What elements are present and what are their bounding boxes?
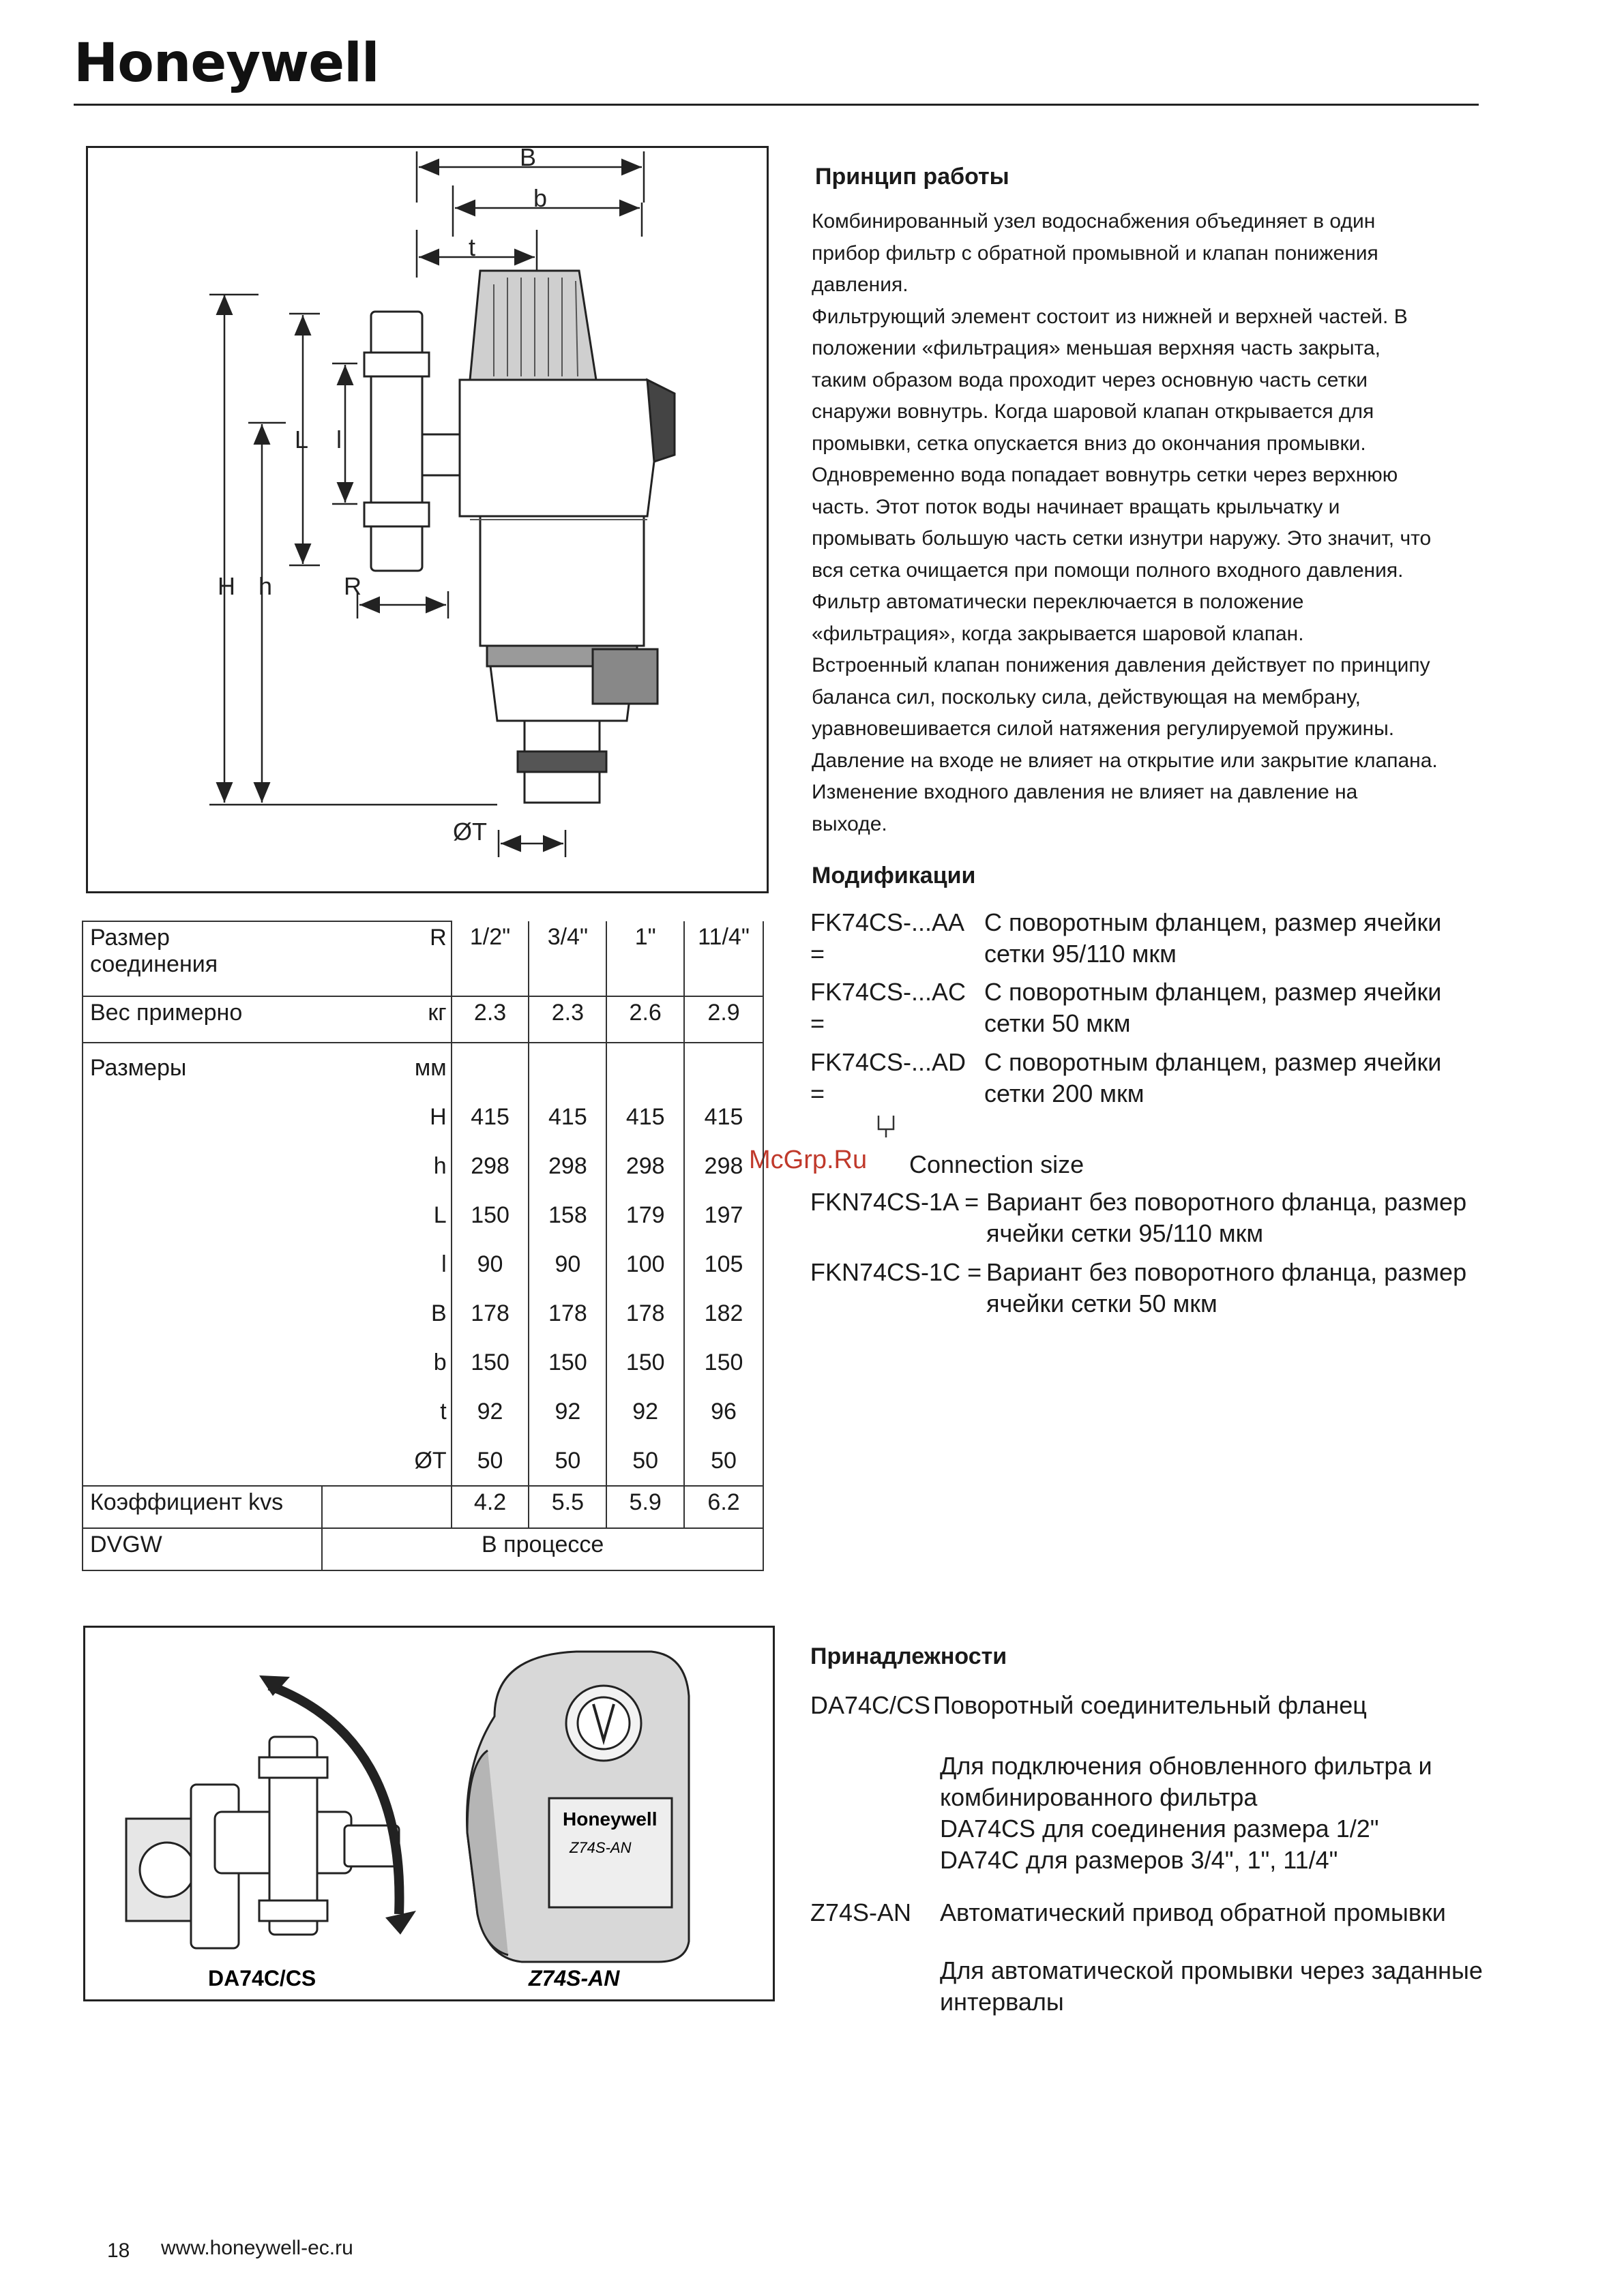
variant-item-1a (810, 1187, 1492, 1255)
mod-eq: = (810, 1079, 825, 1107)
table-row (83, 1289, 763, 1338)
principle-line: «фильтрация», когда закрывается шаровой клапан. (812, 622, 1304, 645)
accessory-line: комбинированного фильтра (940, 1783, 1258, 1811)
dim-symbol: L (322, 1191, 451, 1240)
variant-desc: ячейки сетки 50 мкм (986, 1289, 1217, 1317)
mod-desc: сетки 95/110 мкм (984, 940, 1177, 968)
size-cell: 1" (606, 921, 684, 996)
dim-cell: 415 (606, 1092, 684, 1142)
dim-cell: 150 (452, 1338, 529, 1387)
dim-label-H: H (218, 572, 235, 600)
row-label: Коэффициент kvs (83, 1486, 322, 1528)
connection-bracket (873, 1112, 900, 1139)
accessory-description (940, 1955, 1486, 2018)
table-row (83, 1338, 763, 1387)
kvs-cell: 4.2 (452, 1486, 529, 1528)
principle-line: снаружи вовнутрь. Когда шаровой клапан открывается для (812, 400, 1374, 423)
principle-line: выходе. (812, 812, 887, 835)
dim-symbol: H (322, 1092, 451, 1142)
accessory-description (940, 1750, 1486, 1876)
dim-cell: 298 (684, 1142, 763, 1191)
kvs-cell: 5.9 (606, 1486, 684, 1528)
principle-line: промывки, сетка опускается вниз до окончания промывки. (812, 432, 1366, 455)
dim-cell: 179 (606, 1191, 684, 1240)
table-row (83, 1387, 763, 1436)
dim-cell: 178 (452, 1289, 529, 1338)
weight-cell: 2.3 (529, 996, 606, 1043)
variant-code: FKN74CS-1C = (810, 1258, 982, 1286)
variant-item-1c (810, 1257, 1492, 1325)
header-rule (74, 104, 1479, 106)
da74c-label: DA74C/CS (208, 1966, 316, 1991)
dim-symbol: t (322, 1387, 451, 1436)
principle-line: Одновременно вода попадает вовнутрь сетки через верхнюю (812, 464, 1398, 486)
principle-line: Встроенный клапан понижения давления действует по принципу (812, 654, 1430, 676)
dim-cell: 298 (452, 1142, 529, 1191)
row-label-line: соединения (90, 951, 218, 977)
dim-cell: 50 (606, 1436, 684, 1486)
table-row (83, 1240, 763, 1289)
accessory-line: DA74C для размеров 3/4", 1", 11/4" (940, 1846, 1338, 1874)
dim-cell: 150 (452, 1191, 529, 1240)
weight-cell: 2.6 (606, 996, 684, 1043)
principle-line: баланса сил, поскольку сила, действующая на мембрану, (812, 685, 1361, 709)
accessories-illustration (85, 1628, 773, 1999)
mod-code: FK74CS-...AA (810, 908, 965, 936)
dim-cell: 92 (529, 1387, 606, 1436)
table-row (83, 1528, 763, 1570)
row-unit: R (322, 921, 451, 996)
mod-desc: С поворотным фланцем, размер ячейки (984, 978, 1442, 1006)
mod-desc: С поворотным фланцем, размер ячейки (984, 1048, 1442, 1076)
variant-desc: ячейки сетки 95/110 мкм (986, 1219, 1264, 1247)
row-label (83, 921, 322, 996)
dim-cell: 105 (684, 1240, 763, 1289)
table-row (83, 1043, 763, 1092)
principle-line: вся сетка очищается при помощи полного входного давления. (812, 558, 1404, 582)
accessories-drawing (83, 1626, 775, 2001)
principle-title: Принцип работы (815, 164, 1009, 190)
weight-cell: 2.9 (684, 996, 763, 1043)
dim-cell: 50 (452, 1436, 529, 1486)
dim-symbol: l (322, 1240, 451, 1289)
principle-line: Изменение входного давления не влияет на давление на (812, 781, 1358, 803)
spec-table (82, 921, 764, 1571)
principle-line: часть. Этот поток воды начинает вращать крыльчатку и (812, 495, 1340, 518)
dimension-drawing (86, 146, 769, 893)
dim-cell: 182 (684, 1289, 763, 1338)
row-unit: кг (322, 996, 451, 1043)
principle-line: Фильтрующий элемент состоит из нижней и верхней частей. В (812, 305, 1408, 328)
dim-symbol: h (322, 1142, 451, 1191)
z74s-label: Z74S-AN (529, 1966, 620, 1991)
table-row (83, 921, 763, 996)
accessory-line: Для автоматической промывки через заданные (940, 1956, 1483, 1984)
filter-drawing (88, 148, 767, 891)
dim-symbol: b (322, 1338, 451, 1387)
accessory-line: интервалы (940, 1988, 1064, 2016)
variant-desc: Вариант без поворотного фланца, размер (986, 1258, 1467, 1286)
principle-text (812, 206, 1494, 840)
table-row (83, 1092, 763, 1142)
size-cell: 11/4" (684, 921, 763, 996)
dim-cell: 150 (529, 1338, 606, 1387)
dim-cell: 158 (529, 1191, 606, 1240)
dim-cell: 178 (606, 1289, 684, 1338)
watermark: McGrp.Ru (749, 1146, 868, 1174)
accessory-title: Автоматический привод обратной промывки (940, 1898, 1446, 1926)
mod-desc: сетки 50 мкм (984, 1009, 1131, 1037)
accessories-title: Принадлежности (810, 1643, 1007, 1669)
principle-line: промывать большую часть сетки изнутри наружу. Это значит, что (812, 527, 1432, 550)
row-label: Вес примерно (83, 996, 322, 1043)
principle-line: таким образом вода проходит через основную часть сетки (812, 368, 1368, 391)
dim-cell: 415 (684, 1092, 763, 1142)
device-brand: Honeywell (563, 1808, 658, 1830)
mod-code: FK74CS-...AC (810, 978, 966, 1006)
dim-label-b: b (533, 184, 548, 212)
dim-cell: 178 (529, 1289, 606, 1338)
dim-label-OT: ØT (453, 818, 487, 846)
dim-cell: 50 (684, 1436, 763, 1486)
footer-url[interactable]: www.honeywell-ec.ru (161, 2237, 353, 2259)
row-label: Размеры (83, 1043, 322, 1092)
dim-cell: 298 (606, 1142, 684, 1191)
dim-cell: 92 (452, 1387, 529, 1436)
row-unit: мм (322, 1043, 451, 1092)
principle-line: давления. (812, 273, 909, 296)
table-row (83, 1436, 763, 1486)
dim-label-h: h (259, 572, 273, 600)
principle-line: уравновешивается силой натяжения регулируемой пружины. (812, 717, 1395, 740)
mod-desc: сетки 200 мкм (984, 1079, 1145, 1107)
principle-line: прибор фильтр с обратной промывной и клапан понижения (812, 241, 1378, 265)
dim-label-R: R (344, 572, 361, 600)
dvgw-cell: В процессе (322, 1528, 763, 1570)
row-label: DVGW (83, 1528, 322, 1570)
dim-cell: 150 (606, 1338, 684, 1387)
dim-label-L: L (295, 426, 309, 453)
dim-cell: 92 (606, 1387, 684, 1436)
kvs-cell: 5.5 (529, 1486, 606, 1528)
variant-desc: Вариант без поворотного фланца, размер (986, 1188, 1467, 1216)
honeywell-logo: Honeywell (74, 33, 379, 94)
dim-cell: 197 (684, 1191, 763, 1240)
accessory-line: DA74CS для соединения размера 1/2" (940, 1815, 1379, 1843)
table-row (83, 1486, 763, 1528)
dim-cell: 415 (529, 1092, 606, 1142)
principle-line: положении «фильтрация» меньшая верхняя часть закрыта, (812, 337, 1381, 359)
table-row (83, 1142, 763, 1191)
accessory-line: Для подключения обновленного фильтра и (940, 1752, 1432, 1780)
page-number: 18 (107, 2239, 130, 2262)
row-label-line: Размер (90, 925, 170, 951)
size-cell: 1/2" (452, 921, 529, 996)
mod-eq: = (810, 940, 825, 968)
variant-code: FKN74CS-1A = (810, 1188, 979, 1216)
device-model: Z74S-AN (570, 1839, 632, 1856)
size-cell: 3/4" (529, 921, 606, 996)
mod-eq: = (810, 1009, 825, 1037)
principle-line: Комбинированный узел водоснабжения объединяет в один (812, 210, 1376, 233)
dim-label-t: t (469, 233, 476, 261)
mod-desc: С поворотным фланцем, размер ячейки (984, 908, 1442, 936)
dim-label-l: l (336, 426, 342, 453)
dim-cell: 100 (606, 1240, 684, 1289)
dim-cell: 50 (529, 1436, 606, 1486)
dim-cell: 298 (529, 1142, 606, 1191)
table-row (83, 1191, 763, 1240)
kvs-cell: 6.2 (684, 1486, 763, 1528)
dim-symbol: B (322, 1289, 451, 1338)
dim-symbol: ØT (322, 1436, 451, 1486)
accessory-code: DA74C/CS (810, 1691, 931, 1719)
modifications-title: Модификации (812, 863, 976, 889)
accessory-title: Поворотный соединительный фланец (933, 1691, 1367, 1719)
mod-code: FK74CS-...AD (810, 1048, 966, 1076)
dim-cell: 415 (452, 1092, 529, 1142)
weight-cell: 2.3 (452, 996, 529, 1043)
dim-cell: 90 (529, 1240, 606, 1289)
dim-cell: 90 (452, 1240, 529, 1289)
principle-line: Давление на входе не влияет на открытие или закрытие клапана. (812, 749, 1438, 772)
dim-cell: 150 (684, 1338, 763, 1387)
dim-cell: 96 (684, 1387, 763, 1436)
table-row (83, 996, 763, 1043)
principle-line: Фильтр автоматически переключается в положение (812, 591, 1304, 613)
dim-label-B: B (520, 148, 537, 171)
connection-size-label: Connection size (909, 1150, 1084, 1178)
accessory-code: Z74S-AN (810, 1898, 912, 1926)
